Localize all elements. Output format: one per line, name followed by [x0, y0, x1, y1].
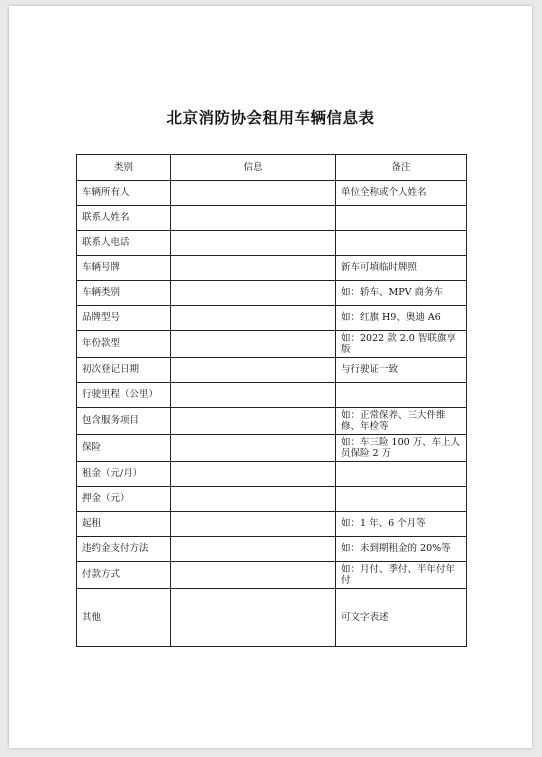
note-cell: 如：车三险 100 万、车上人员保险 2 万: [336, 435, 467, 462]
note-cell: [336, 206, 467, 231]
note-cell: 如：1 年、6 个月等: [336, 512, 467, 537]
note-cell: 如：红旗 H9、奥迪 A6: [336, 306, 467, 331]
table-row: [77, 231, 467, 256]
table-row: [77, 512, 467, 537]
table-row: [77, 306, 467, 331]
note-cell: [336, 383, 467, 408]
info-cell[interactable]: [171, 331, 336, 358]
note-cell: 如：轿车、MPV 商务车: [336, 281, 467, 306]
info-cell[interactable]: [171, 487, 336, 512]
info-cell[interactable]: [171, 358, 336, 383]
vehicle-info-table: [76, 154, 467, 647]
table-header-row: [77, 155, 467, 181]
note-cell: 可文字表述: [336, 589, 467, 647]
note-cell: 如：未到期租金的 20%等: [336, 537, 467, 562]
table-row: [77, 589, 467, 647]
category-cell: 违约金支付方法: [77, 537, 171, 562]
category-cell: 押金（元）: [77, 487, 171, 512]
info-cell[interactable]: [171, 231, 336, 256]
note-cell: 如：月付、季付、半年付年付: [336, 562, 467, 589]
note-cell: [336, 487, 467, 512]
note-cell: [336, 231, 467, 256]
category-cell: 保险: [77, 435, 171, 462]
info-cell[interactable]: [171, 512, 336, 537]
category-cell: 行驶里程（公里）: [77, 383, 171, 408]
table-row: [77, 383, 467, 408]
category-cell: 联系人姓名: [77, 206, 171, 231]
note-cell: 如：2022 款 2.0 智联旗享版: [336, 331, 467, 358]
note-cell: 单位全称或个人姓名: [336, 181, 467, 206]
info-cell[interactable]: [171, 562, 336, 589]
note-cell: 新车可填临时牌照: [336, 256, 467, 281]
table-row: [77, 358, 467, 383]
table-row: [77, 206, 467, 231]
table-row: [77, 537, 467, 562]
category-cell: 联系人电话: [77, 231, 171, 256]
info-cell[interactable]: [171, 206, 336, 231]
category-cell: 包含服务项目: [77, 408, 171, 435]
category-cell: 车辆所有人: [77, 181, 171, 206]
note-cell: 如：正常保养、三大件维修、年检等: [336, 408, 467, 435]
table-row: [77, 281, 467, 306]
category-cell: 车辆号牌: [77, 256, 171, 281]
note-cell: 与行驶证一致: [336, 358, 467, 383]
category-cell: 付款方式: [77, 562, 171, 589]
document-page: [9, 6, 532, 748]
category-cell: 起租: [77, 512, 171, 537]
info-cell[interactable]: [171, 281, 336, 306]
table-row: [77, 408, 467, 435]
header-note: 备注: [336, 155, 467, 181]
category-cell: 品牌型号: [77, 306, 171, 331]
info-cell[interactable]: [171, 537, 336, 562]
info-cell[interactable]: [171, 462, 336, 487]
table-row: [77, 435, 467, 462]
table-row: [77, 487, 467, 512]
table-row: [77, 562, 467, 589]
table-row: [77, 256, 467, 281]
document-title: 北京消防协会租用车辆信息表: [166, 108, 375, 127]
note-cell: [336, 462, 467, 487]
category-cell: 其他: [77, 589, 171, 647]
category-cell: 初次登记日期: [77, 358, 171, 383]
table-row: [77, 462, 467, 487]
info-cell[interactable]: [171, 306, 336, 331]
table-row: [77, 181, 467, 206]
info-cell[interactable]: [171, 408, 336, 435]
info-cell[interactable]: [171, 435, 336, 462]
header-info: 信息: [171, 155, 336, 181]
category-cell: 年份款型: [77, 331, 171, 358]
info-cell[interactable]: [171, 383, 336, 408]
header-category: 类别: [77, 155, 171, 181]
category-cell: 租金（元/月）: [77, 462, 171, 487]
category-cell: 车辆类别: [77, 281, 171, 306]
info-cell[interactable]: [171, 589, 336, 647]
info-cell[interactable]: [171, 256, 336, 281]
table-row: [77, 331, 467, 358]
info-cell[interactable]: [171, 181, 336, 206]
